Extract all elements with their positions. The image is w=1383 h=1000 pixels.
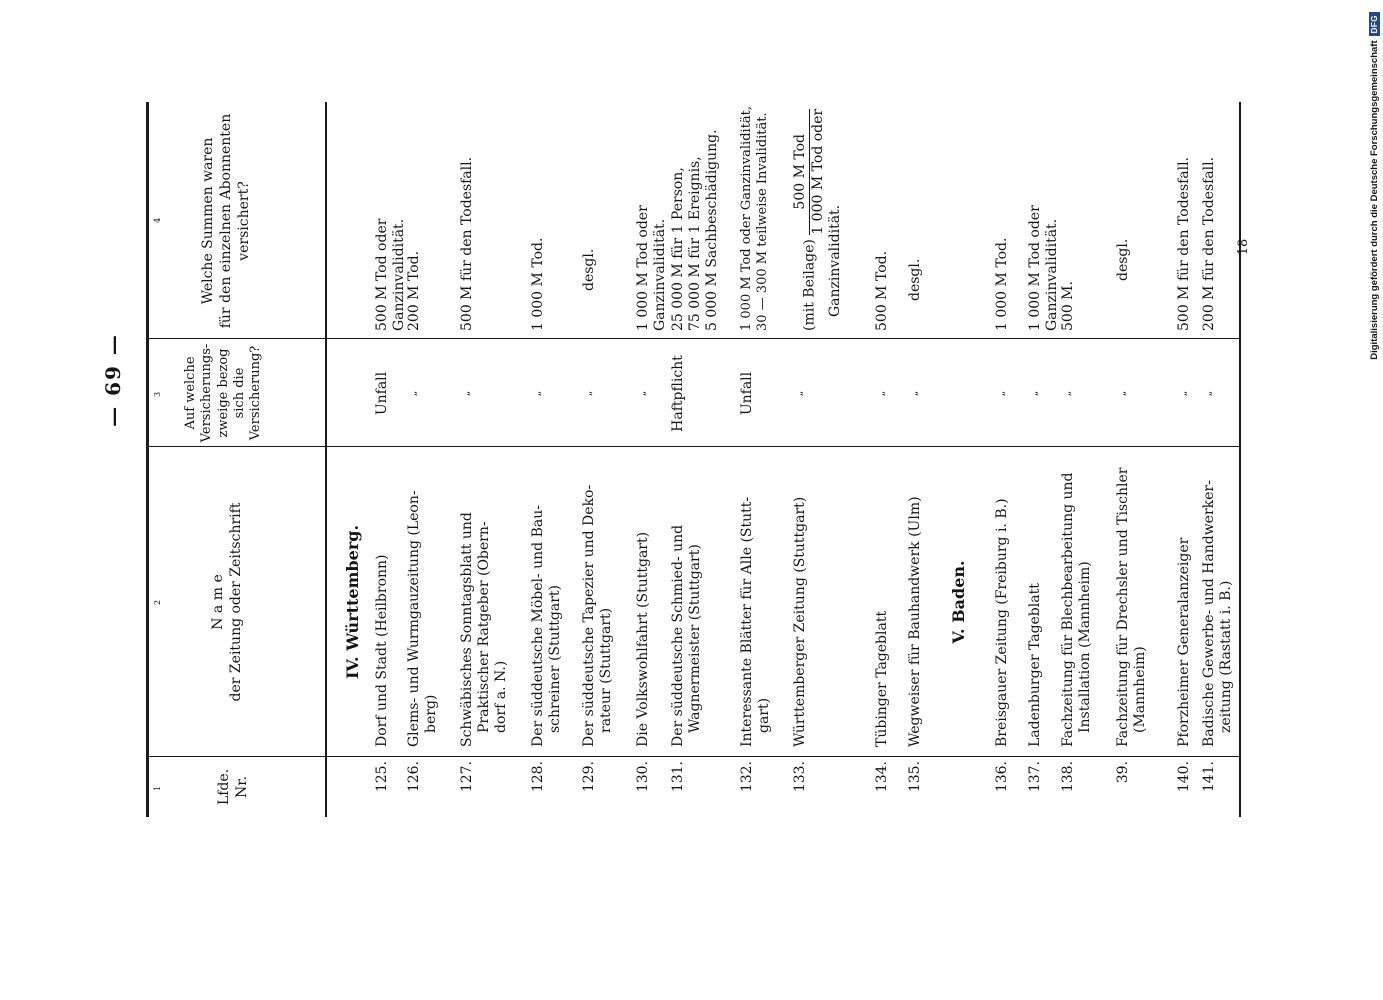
insurance-branch: „ (1176, 390, 1189, 397)
header-text: Auf welche (183, 356, 198, 430)
newspaper-name (581, 447, 615, 747)
row-number: 141. (1201, 761, 1217, 793)
insured-sum (907, 73, 924, 331)
sum-line: 500 M Tod. (874, 250, 890, 331)
insurance-branch: „ (994, 390, 1007, 397)
sheet-number: 18 (1236, 238, 1251, 256)
newspaper-name (1115, 447, 1149, 747)
row-number: 138. (1060, 761, 1076, 793)
newspaper-name (374, 447, 391, 747)
sum-line: 200 M Tod. (406, 250, 422, 331)
dfg-logo: DFG (1369, 12, 1380, 36)
sum-line: 500 M Tod oder Ganzinvalidität. (374, 218, 408, 331)
row-number: 125. (374, 761, 390, 793)
name-line: Tübinger Tageblatt (874, 610, 890, 747)
name-line: schreiner (Stuttgart) (547, 585, 564, 733)
name-line: Der süddeutsche Möbel- und Bau- (530, 505, 546, 747)
row-number: 127. (459, 761, 475, 793)
insurance-table (146, 102, 1241, 817)
row-number: 140. (1176, 761, 1192, 793)
column-divider (149, 756, 1239, 757)
header-text: der Zeitung oder Zeitschrift (228, 502, 245, 702)
sum-line: desgl. (1115, 238, 1131, 281)
sum-line: 1 000 M Tod. (994, 237, 1010, 331)
insurance-branch: „ (1060, 390, 1073, 397)
name-line: Interessante Blätter für Alle (Stutt- (739, 496, 755, 747)
sum-line: 1 000 M Tod oder Ganzinvalidität. (635, 205, 669, 331)
credit-text: Digitalisierung gefördert durch die Deutsche Forschungsgemeinschaft (1368, 40, 1380, 360)
newspaper-name (670, 447, 704, 747)
newspaper-name (1060, 447, 1094, 747)
digitization-credit (1365, 12, 1383, 412)
insurance-branch: „ (635, 390, 648, 397)
section-heading-wuerttemberg: IV. Württemberg. (343, 524, 362, 680)
insured-sum (1115, 53, 1132, 331)
row-number: 133. (792, 761, 808, 793)
name-line: Wegweiser für Bauhandwerk (Ulm) (907, 496, 923, 747)
newspaper-name (994, 447, 1011, 747)
column-number-strip (149, 102, 167, 817)
sum-fraction (792, 109, 827, 235)
newspaper-name (874, 447, 891, 747)
sum-line: 1 000 M Tod oder Ganzinvalidität, (739, 105, 754, 331)
name-line: Die Volkswohlfahrt (Stuttgart) (635, 531, 651, 747)
fraction-numerator: 500 M Tod (792, 109, 810, 235)
name-line: rateur (Stuttgart) (598, 607, 615, 733)
header-text: Nr. (234, 776, 251, 798)
header-rule (325, 102, 327, 817)
header-text: versichert? (236, 181, 253, 261)
name-line: Der süddeutsche Tapezier und Deko- (581, 484, 597, 747)
header-col1 (215, 757, 251, 817)
name-line: zeitung (Rastatt i. B.) (1218, 580, 1235, 733)
sum-line: 30 — 300 M teilweise Invalidität. (754, 112, 770, 331)
name-line: Fachzeitung für Drechsler und Tischler (1115, 467, 1131, 747)
insured-sum (1027, 103, 1061, 331)
insurance-branch: „ (1027, 390, 1040, 397)
header-col3 (183, 339, 264, 447)
name-line: berg) (423, 694, 440, 733)
row-number: 39. (1115, 761, 1131, 784)
sum-line: 1 000 M Tod oder Ganzinvalidität. (1027, 205, 1061, 331)
sum-line: 25 000 M für 1 Person, (670, 167, 686, 331)
newspaper-name (1201, 447, 1235, 747)
name-line: Ladenburger Tageblatt (1027, 583, 1043, 747)
header-text: zweige bezog (215, 348, 231, 438)
insurance-branch: Unfall (374, 371, 390, 416)
column-number-4: 4 (153, 217, 162, 223)
newspaper-name (406, 447, 440, 747)
insured-sum (581, 63, 598, 331)
sum-line: 5 000 M Sachbeschädigung. (704, 129, 721, 331)
name-line: Glems- und Wurmgauzeitung (Leon- (406, 490, 422, 747)
insured-sum (1201, 103, 1218, 331)
insured-sum (1060, 103, 1077, 331)
row-number: 129. (581, 761, 597, 793)
sum-line: 75 000 M für 1 Ereignis, (687, 156, 704, 331)
sum-line: 500 M. (1060, 281, 1076, 331)
header-col2 (209, 447, 245, 757)
newspaper-name (459, 447, 510, 747)
sum-line: 500 M für den Todesfall. (1176, 156, 1192, 331)
insured-sum (670, 103, 721, 331)
insurance-branch: „ (530, 390, 543, 397)
row-number: 130. (635, 761, 651, 793)
row-number: 135. (907, 761, 923, 793)
insured-sum (739, 103, 771, 331)
sum-line: 1 000 M Tod. (530, 237, 546, 331)
header-text: Lfde. (216, 768, 232, 806)
sum-line: Ganzinvalidität. (827, 204, 844, 317)
section-heading-baden: V. Baden. (949, 560, 968, 644)
row-number: 137. (1027, 761, 1043, 793)
newspaper-name (530, 447, 564, 747)
insured-sum (459, 103, 476, 331)
sum-line (792, 103, 827, 331)
column-number-1: 1 (153, 785, 162, 791)
newspaper-name (1176, 447, 1193, 747)
header-text: Welche Summen waren (200, 137, 216, 305)
header-text: Versicherung? (248, 345, 263, 441)
name-line: Wagnermeister (Stuttgart) (687, 544, 704, 733)
newspaper-name (739, 447, 773, 747)
insured-sum (635, 103, 669, 331)
name-line: Fachzeitung für Blechbearbeitung und (1060, 472, 1076, 747)
name-line: (Mannheim) (1132, 646, 1149, 733)
row-number: 134. (874, 761, 890, 793)
row-number: 128. (530, 761, 546, 793)
insured-sum (874, 103, 891, 331)
newspaper-name (907, 447, 924, 747)
insurance-branch: Unfall (739, 371, 755, 416)
insured-sum (1176, 103, 1193, 331)
insurance-branch: „ (406, 390, 419, 397)
insurance-branch: „ (1201, 390, 1214, 397)
insurance-branch: „ (792, 390, 805, 397)
header-text: N a m e (210, 574, 226, 630)
newspaper-name (1027, 447, 1044, 747)
fraction-denominator: 1 000 M Tod oder (810, 108, 827, 235)
sum-line: 500 M für den Todesfall. (459, 156, 475, 331)
page-number: — 69 — (101, 333, 125, 427)
column-number-2: 2 (153, 599, 162, 605)
insured-sum (374, 103, 408, 331)
header-col4 (199, 103, 254, 339)
sum-line: desgl. (907, 258, 923, 301)
name-line: Praktischer Ratgeber (Obern- (476, 521, 493, 733)
insurance-branch: „ (459, 390, 472, 397)
name-line: Der süddeutsche Schmied- und (670, 524, 686, 747)
insured-sum (994, 103, 1011, 331)
header-text: sich die (231, 367, 247, 419)
header-text: für den einzelnen Abonnenten (218, 113, 235, 329)
newspaper-name (635, 447, 652, 747)
name-line: Badische Gewerbe- und Handwerker- (1201, 480, 1217, 747)
insured-sum (792, 103, 844, 331)
sum-line: 200 M für den Todesfall. (1201, 156, 1217, 331)
name-line: gart) (756, 697, 773, 733)
insurance-branch: „ (1115, 390, 1128, 397)
row-number: 131. (670, 761, 686, 793)
row-number: 126. (406, 761, 422, 793)
name-line: Dorf und Stadt (Heilbronn) (374, 554, 390, 747)
insurance-branch: „ (581, 390, 594, 397)
header-text: Versicherungs- (199, 343, 215, 443)
insured-sum (530, 103, 547, 331)
name-line: Schwäbisches Sonntagsblatt und (459, 512, 475, 747)
row-number: 136. (994, 761, 1010, 793)
insurance-branch: Haftpflicht (670, 355, 686, 432)
name-line: Installation (Mannheim) (1077, 561, 1094, 733)
insurance-branch: „ (907, 390, 920, 397)
newspaper-name (792, 447, 809, 747)
name-line: Württemberger Zeitung (Stuttgart) (792, 496, 808, 747)
insurance-branch: „ (874, 390, 887, 397)
name-line: Pforzheimer Generalanzeiger (1176, 537, 1192, 747)
name-line: dorf a. N.) (493, 660, 510, 733)
row-number: 132. (739, 761, 755, 793)
column-divider (149, 338, 1239, 339)
sum-prefix: (mit Beilage) (801, 239, 818, 331)
sum-line: desgl. (581, 248, 597, 291)
column-number-3: 3 (153, 391, 162, 397)
name-line: Breisgauer Zeitung (Freiburg i. B.) (994, 498, 1010, 747)
insured-sum (406, 103, 423, 331)
